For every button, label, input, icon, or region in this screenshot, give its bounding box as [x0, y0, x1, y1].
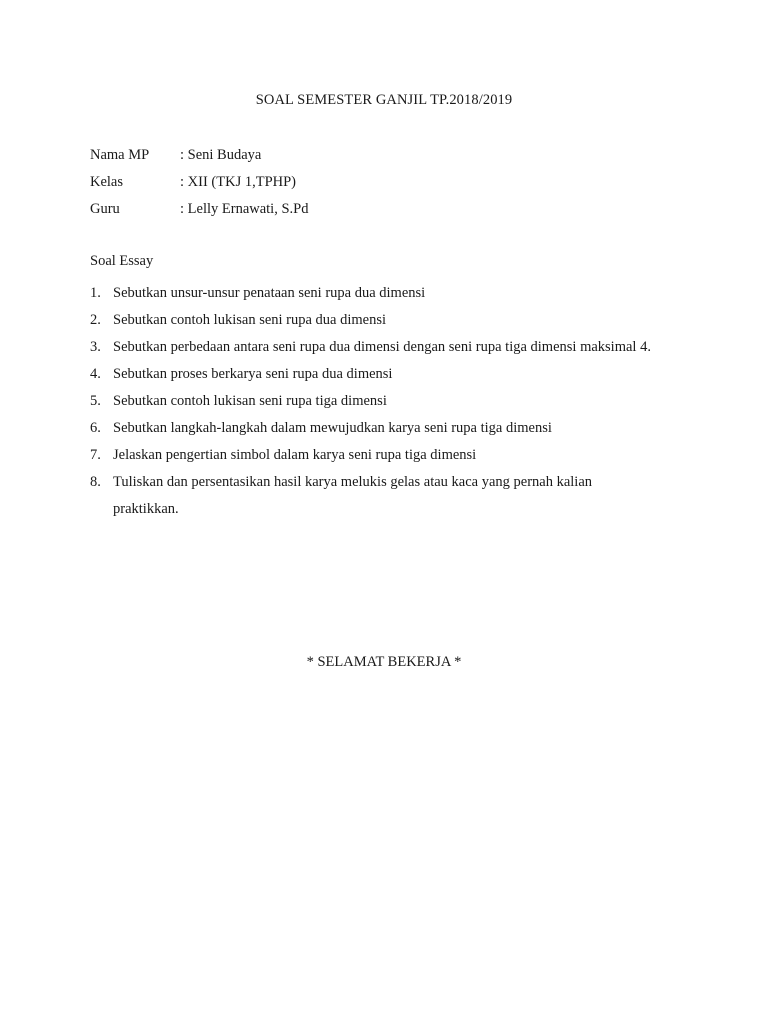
info-label: Kelas	[90, 174, 124, 190]
question-number: 5.	[90, 393, 101, 409]
question-number: 4.	[90, 366, 101, 382]
question-text: Sebutkan proses berkarya seni rupa dua dimensi	[113, 366, 393, 382]
info-value: : XII (TKJ 1,TPHP)	[180, 174, 296, 190]
info-value: : Seni Budaya	[180, 147, 262, 163]
question-item	[90, 442, 690, 469]
question-item	[90, 307, 690, 334]
question-item	[90, 334, 690, 361]
closing-text: * SELAMAT BEKERJA *	[306, 654, 462, 670]
info-row-teacher	[90, 200, 308, 227]
info-block	[90, 146, 308, 227]
question-text: Sebutkan unsur-unsur penataan seni rupa dua dimensi	[113, 285, 426, 301]
info-row-class	[90, 173, 308, 200]
question-text: Sebutkan contoh lukisan seni rupa tiga dimensi	[113, 393, 387, 409]
question-text: Sebutkan contoh lukisan seni rupa dua dimensi	[113, 312, 387, 328]
question-text: Jelaskan pengertian simbol dalam karya seni rupa tiga dimensi	[113, 447, 477, 463]
question-text: Tuliskan dan persentasikan hasil karya melukis gelas atau kaca yang pernah kalian praktikkan.	[113, 474, 593, 517]
question-number: 3.	[90, 339, 101, 355]
question-number: 8.	[90, 474, 101, 490]
question-item	[90, 280, 690, 307]
question-number: 2.	[90, 312, 101, 328]
document-title: SOAL SEMESTER GANJIL TP.2018/2019	[255, 92, 513, 108]
question-number: 7.	[90, 447, 101, 463]
question-list	[90, 280, 690, 523]
info-label: Guru	[90, 201, 120, 217]
question-number: 6.	[90, 420, 101, 436]
info-row-subject	[90, 146, 308, 173]
question-item	[90, 388, 690, 415]
question-item	[90, 415, 690, 442]
question-text: Sebutkan langkah-langkah dalam mewujudkan karya seni rupa tiga dimensi	[113, 420, 552, 436]
section-heading: Soal Essay	[90, 253, 154, 269]
info-label: Nama MP	[90, 147, 150, 163]
question-text: Sebutkan perbedaan antara seni rupa dua dimensi dengan seni rupa tiga dimensi maksimal 4.	[113, 339, 651, 355]
question-item	[90, 361, 690, 388]
question-item	[90, 469, 690, 523]
question-number: 1.	[90, 285, 101, 301]
info-value: : Lelly Ernawati, S.Pd	[180, 201, 309, 217]
